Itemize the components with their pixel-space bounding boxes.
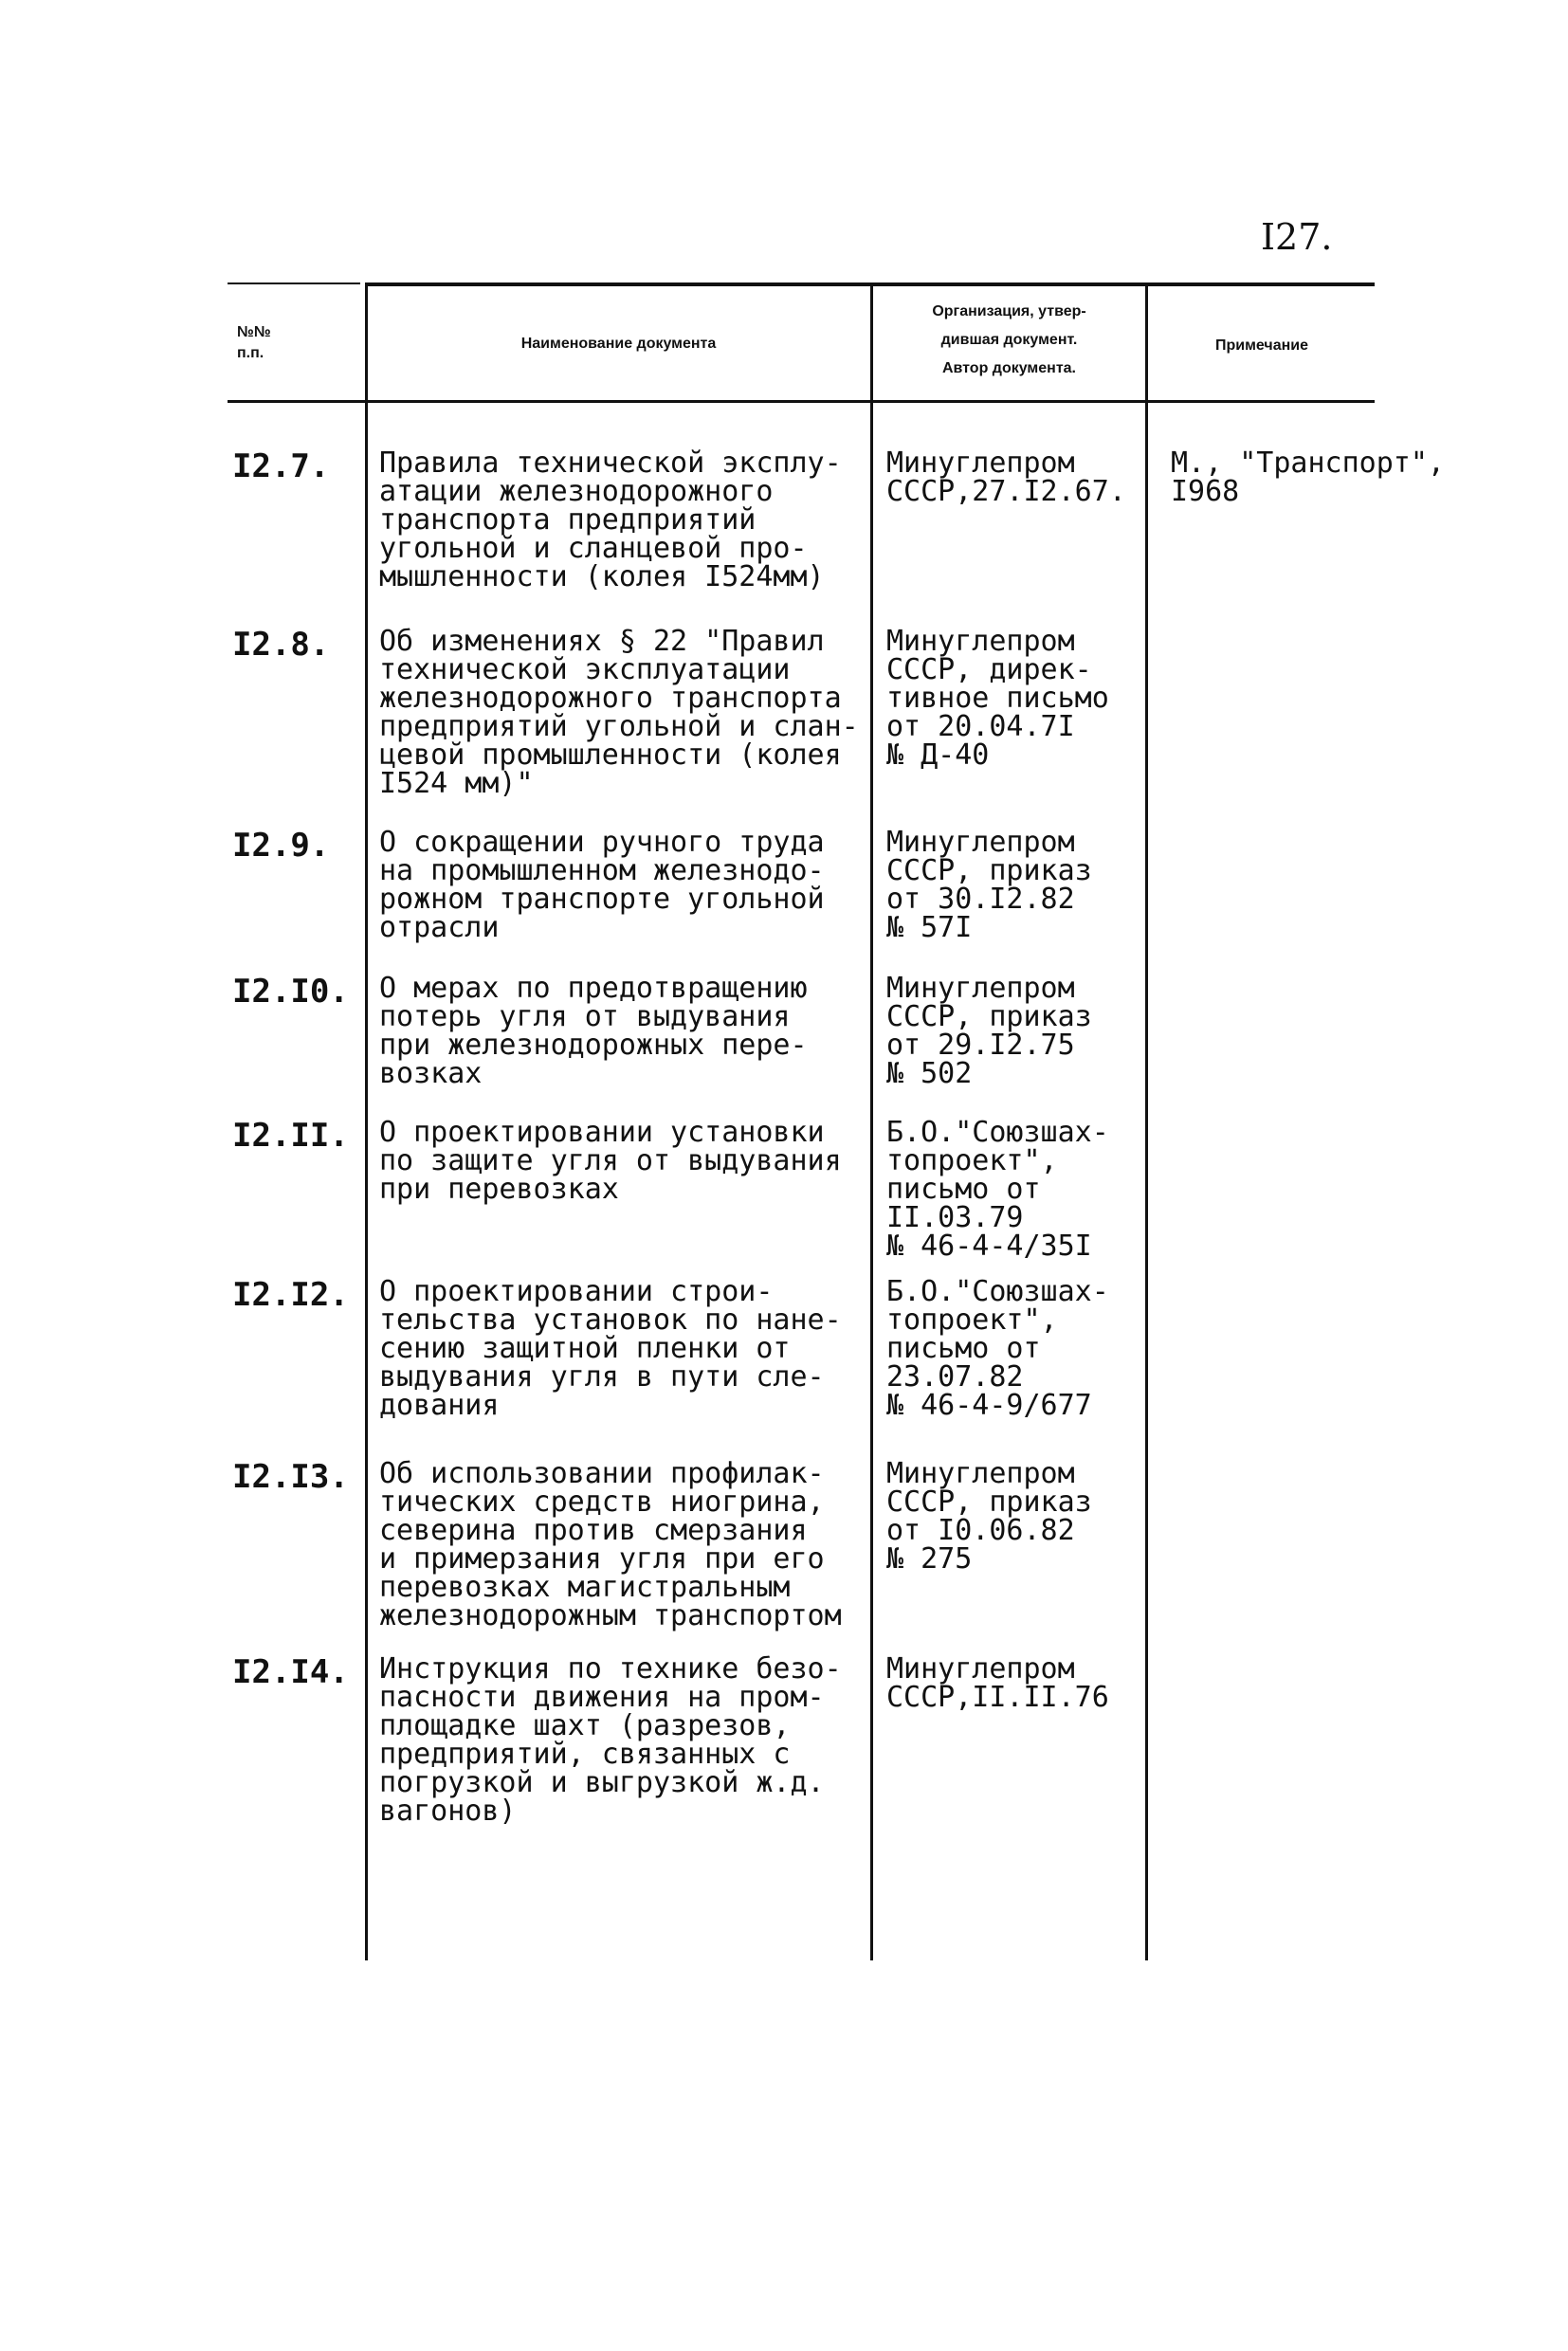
row-number: I2.I4. — [232, 1653, 349, 1691]
row-organization: Минуглепром СССР,II.II.76 — [886, 1652, 1109, 1714]
page-number: I27. — [1261, 216, 1333, 258]
row-document-name: О проектировании установки по защите угля от выдувания при перевозках — [379, 1116, 842, 1206]
row-number: I2.7. — [232, 447, 330, 485]
row-document-name: Об использовании профилак- тических средств ниогрина, северина против смерзания и примерзания угля при его перевозках магистральным железнодорожным транспортом — [379, 1457, 842, 1632]
header-note: Примечание — [1214, 337, 1309, 354]
table-top-rule-left — [228, 282, 360, 284]
row-note: М., "Транспорт", I968 — [1171, 447, 1445, 508]
row-organization: Минуглепром СССР, приказ от 30.I2.82 № 57I — [886, 826, 1092, 944]
row-number: I2.II. — [232, 1117, 349, 1155]
row-document-name: Об изменениях § 22 "Правил технической эксплуатации железнодорожного транспорта предприятий угольной и слан- цевой промышленности (колея I524 мм)" — [379, 625, 859, 800]
column-divider-1 — [365, 282, 368, 1960]
row-number: I2.I3. — [232, 1458, 349, 1496]
header-number: №№ п.п. — [237, 324, 271, 361]
row-document-name: О сокращении ручного труда на промышленном железнодо- рожном транспорте угольной отрасли — [379, 826, 825, 944]
row-organization: Минуглепром СССР, дирек- тивное письмо от 20.04.7I № Д-40 — [886, 625, 1109, 772]
row-document-name: Инструкция по технике безо- пасности движения на пром- площадке шахт (разрезов, предприятий, связанных с погрузкой и выгрузкой ж.д. вагонов) — [379, 1652, 842, 1828]
row-organization: Минуглепром СССР, приказ от I0.06.82 № 275 — [886, 1457, 1092, 1576]
row-number: I2.8. — [232, 626, 330, 664]
header-name: Наименование документа — [520, 336, 717, 352]
row-organization: Б.О."Союзшах- топроект", письмо от 23.07.82 № 46-4-9/677 — [886, 1275, 1109, 1422]
header-organization: Организация, утвер- дившая документ. Автор документа. — [932, 303, 1086, 376]
row-organization: Б.О."Союзшах- топроект", письмо от II.03.79 № 46-4-4/35I — [886, 1116, 1109, 1263]
row-document-name: О проектировании строи- тельства установок по нане- сению защитной пленки от выдувания угля в пути сле- дования — [379, 1275, 842, 1422]
row-number: I2.I0. — [232, 973, 349, 1011]
row-organization: Минуглепром СССР, приказ от 29.I2.75 № 502 — [886, 972, 1092, 1090]
row-number: I2.I2. — [232, 1276, 349, 1314]
row-document-name: О мерах по предотвращению потерь угля от выдувания при железнодорожных пере- возках — [379, 972, 808, 1090]
row-document-name: Правила технической эксплу- атации железнодорожного транспорта предприятий угольной и сланцевой про- мышленности (колея I524мм) — [379, 447, 842, 593]
row-organization: Минуглепром СССР,27.I2.67. — [886, 447, 1126, 508]
row-number: I2.9. — [232, 827, 330, 865]
table-header-rule — [228, 400, 1375, 403]
